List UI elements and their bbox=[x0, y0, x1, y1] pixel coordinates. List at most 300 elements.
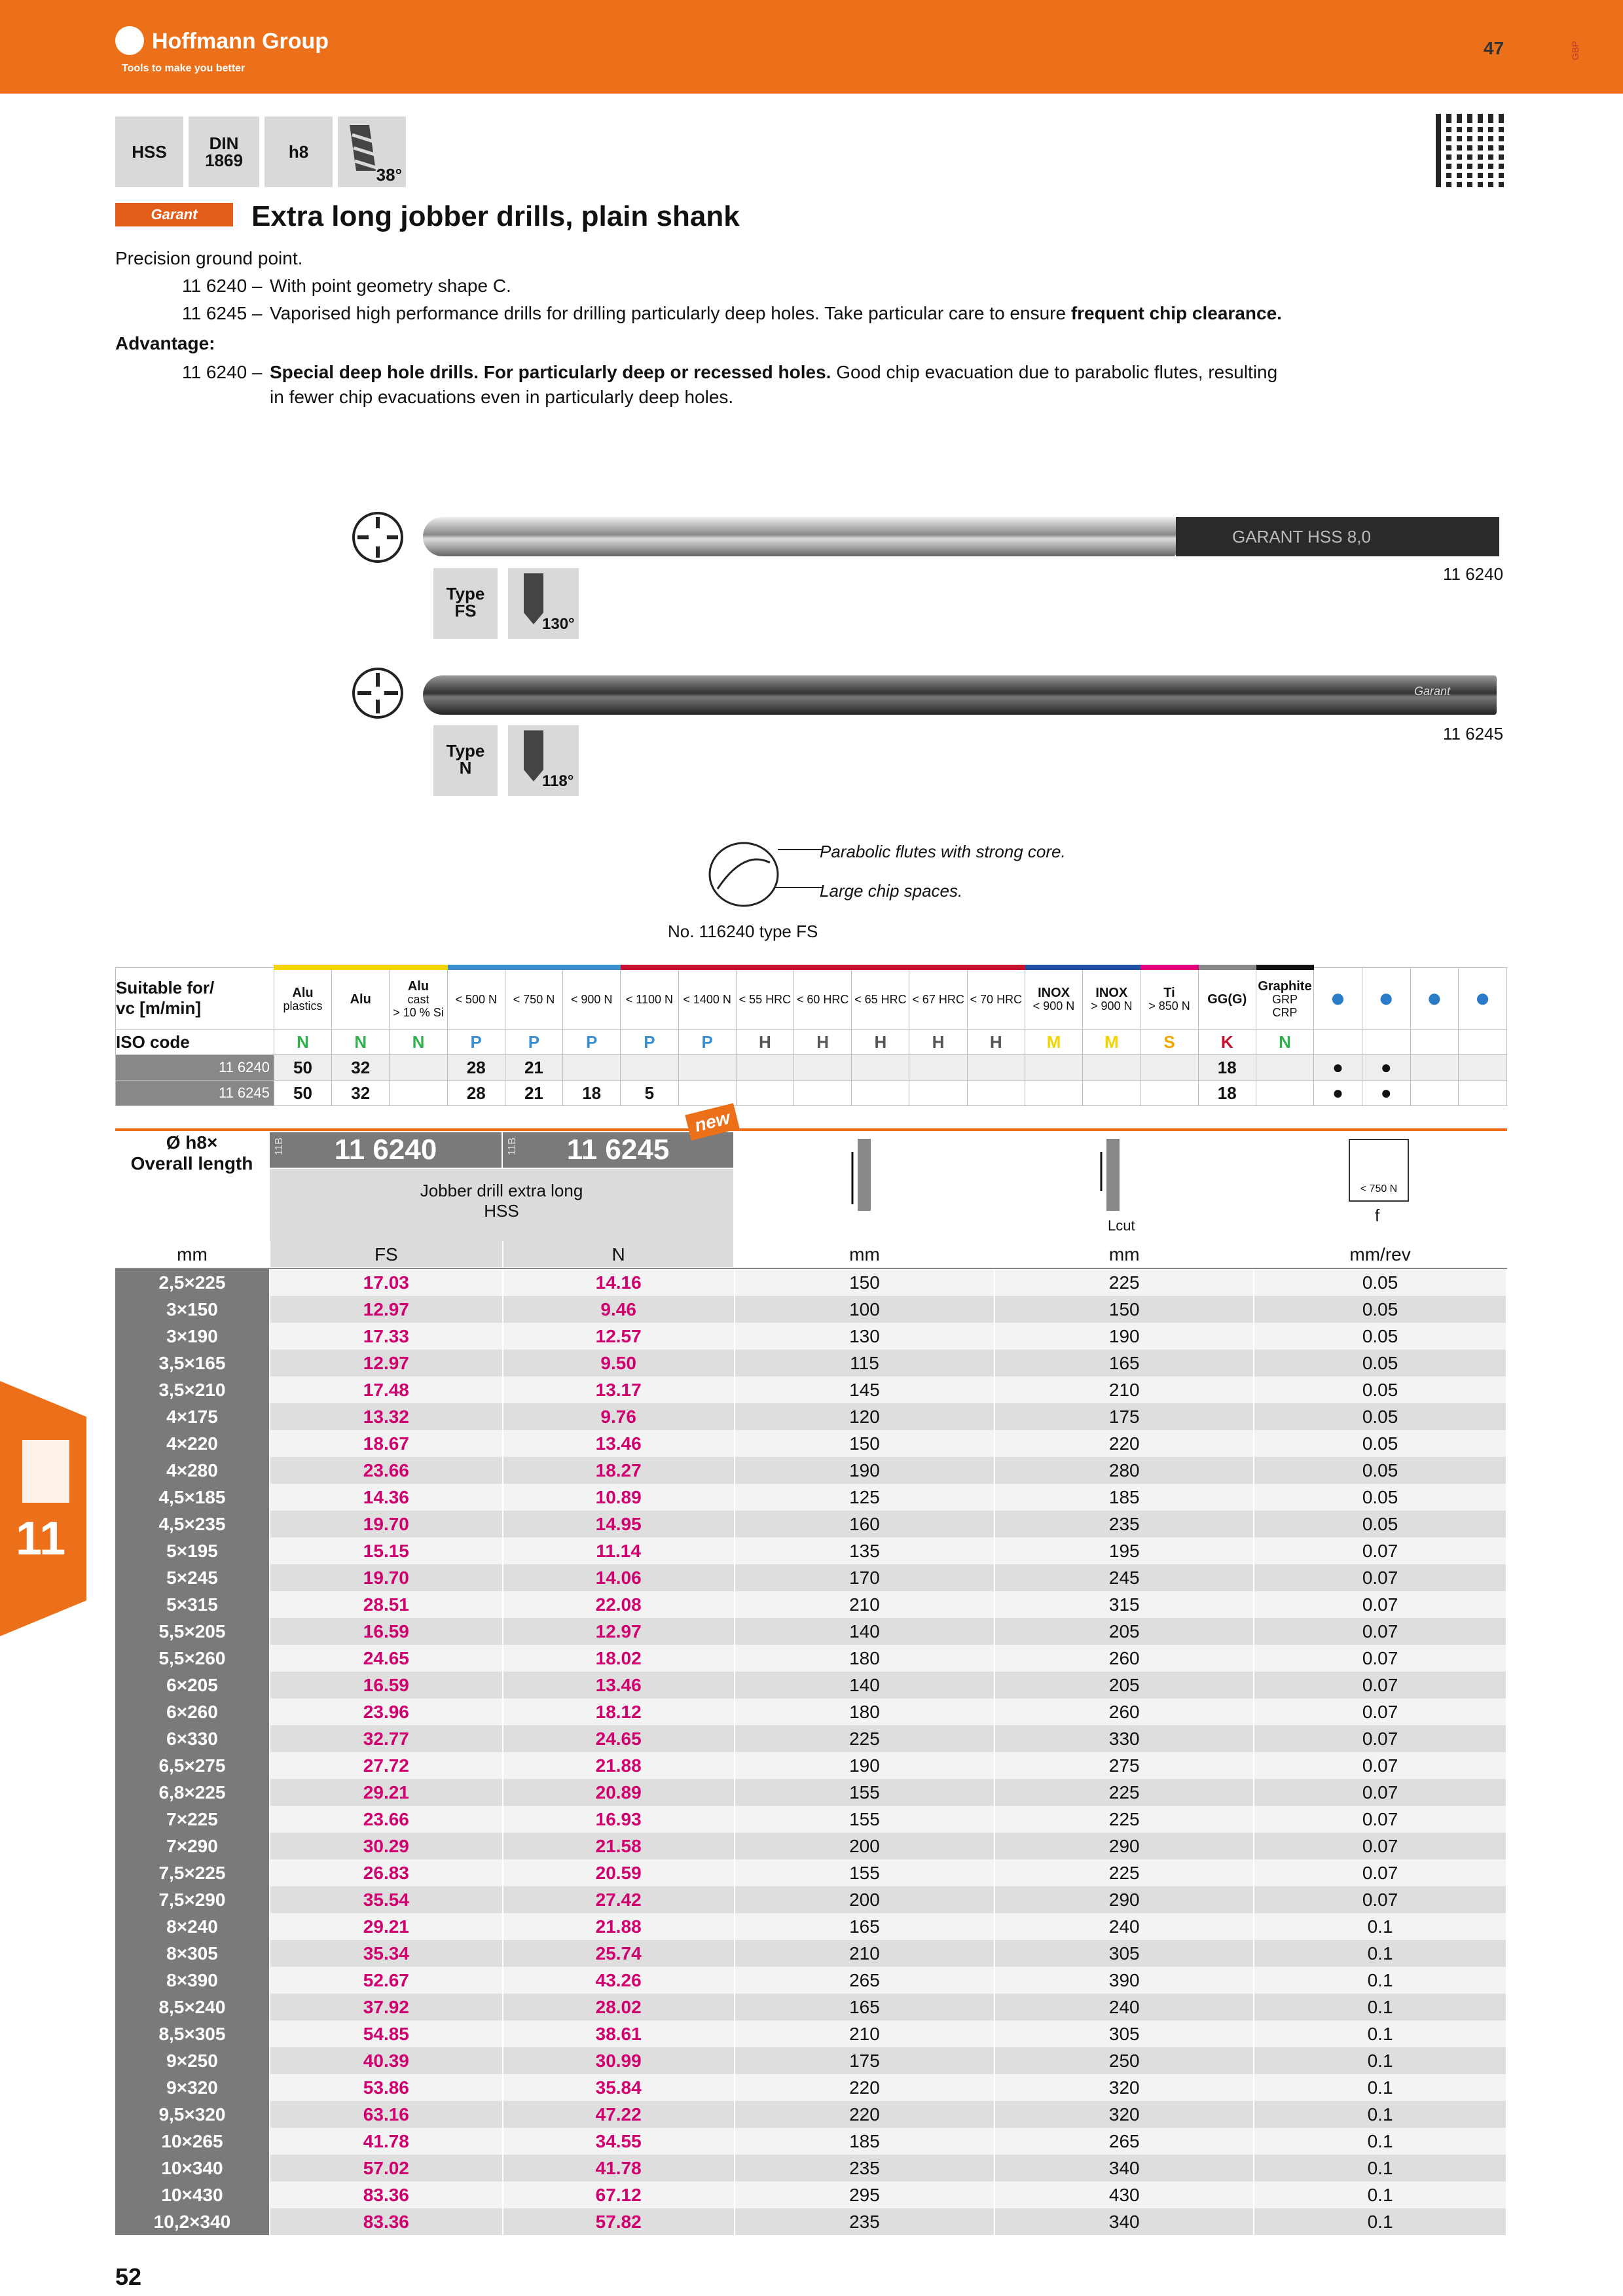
overall-length-cell: 320 bbox=[994, 2101, 1254, 2128]
flute-length-cell: 210 bbox=[735, 1940, 995, 1967]
price-fs-cell[interactable]: 23.66 bbox=[270, 1457, 503, 1484]
unit-label: mm bbox=[115, 1241, 270, 1268]
material-col-16 bbox=[1198, 967, 1256, 1030]
table-row bbox=[115, 1376, 1506, 1403]
feed-cell: 0.1 bbox=[1254, 2128, 1506, 2155]
price-fs-cell[interactable]: 19.70 bbox=[270, 1564, 503, 1591]
overall-length-cell: 175 bbox=[994, 1403, 1254, 1430]
iso-empty bbox=[1362, 1030, 1410, 1055]
flute-note-2: Large chip spaces. bbox=[820, 881, 963, 901]
dimension-cell: 10×430 bbox=[115, 2181, 270, 2208]
cutting-speed bbox=[1140, 1055, 1198, 1081]
iso-label: ISO code bbox=[116, 1030, 274, 1055]
material-sub: < 1100 N bbox=[625, 993, 674, 1006]
price-fs-cell[interactable]: 52.67 bbox=[270, 1967, 503, 1994]
suit-row bbox=[116, 1081, 1507, 1106]
price-n-cell[interactable]: 11.14 bbox=[503, 1537, 735, 1564]
cutting-speed bbox=[967, 1081, 1025, 1106]
cutting-speed bbox=[1256, 1081, 1313, 1106]
feed-cell: 0.1 bbox=[1254, 1913, 1506, 1940]
overall-length-cell: 290 bbox=[994, 1886, 1254, 1913]
feed-cell: 0.05 bbox=[1254, 1268, 1506, 1296]
feed-cell: 0.1 bbox=[1254, 2101, 1506, 2128]
dimension-cell: 3×190 bbox=[115, 1323, 270, 1350]
material-top: Alu bbox=[407, 979, 429, 994]
coolant-mark bbox=[1459, 1081, 1507, 1106]
cutting-speed: 50 bbox=[274, 1055, 331, 1081]
price-fs-cell[interactable]: 16.59 bbox=[270, 1672, 503, 1698]
flute-length-cell: 235 bbox=[735, 2208, 995, 2235]
overall-length-cell: 315 bbox=[994, 1591, 1254, 1618]
table-row bbox=[115, 2155, 1506, 2181]
price-n-cell[interactable]: 41.78 bbox=[503, 2155, 735, 2181]
brand-name: Hoffmann Group bbox=[152, 29, 329, 54]
dimension-cell: 5×245 bbox=[115, 1564, 270, 1591]
cutting-speed bbox=[1083, 1081, 1140, 1106]
feed-cell: 0.05 bbox=[1254, 1323, 1506, 1350]
cutting-speed bbox=[1083, 1055, 1140, 1081]
table-row bbox=[115, 1779, 1506, 1806]
cutting-speed bbox=[909, 1081, 967, 1106]
material-sub: < 900 N bbox=[570, 993, 613, 1006]
material-sub: < 900 N bbox=[1032, 999, 1075, 1013]
price-n-cell[interactable]: 18.12 bbox=[503, 1698, 735, 1725]
price-fs-cell[interactable]: 53.86 bbox=[270, 2074, 503, 2101]
coolant-mark bbox=[1410, 1055, 1459, 1081]
table-row bbox=[115, 1672, 1506, 1698]
angle-box-fs: 130° bbox=[508, 568, 579, 639]
flute-length-cell: 155 bbox=[735, 1779, 995, 1806]
suit-row-label: Suitable for/ vc [m/min] bbox=[116, 967, 274, 1030]
overall-length-cell: 290 bbox=[994, 1833, 1254, 1859]
price-n-cell[interactable]: 20.59 bbox=[503, 1859, 735, 1886]
dimension-cell: 9×250 bbox=[115, 2047, 270, 2074]
iso-code: P bbox=[563, 1030, 621, 1055]
iso-empty bbox=[1459, 1030, 1507, 1055]
price-fs-cell[interactable]: 16.59 bbox=[270, 1618, 503, 1645]
dimension-cell: 5×195 bbox=[115, 1537, 270, 1564]
spec-hss: HSS bbox=[115, 117, 183, 187]
dimension-cell: 7×225 bbox=[115, 1806, 270, 1833]
coolant-mark bbox=[1410, 1081, 1459, 1106]
coolant-mark: ● bbox=[1362, 1055, 1410, 1081]
dimension-cell: 9,5×320 bbox=[115, 2101, 270, 2128]
feed-cell: 0.05 bbox=[1254, 1511, 1506, 1537]
flute-length-cell: 190 bbox=[735, 1752, 995, 1779]
overall-length-cell: 150 bbox=[994, 1296, 1254, 1323]
table-row bbox=[115, 2208, 1506, 2235]
overall-length-cell: 185 bbox=[994, 1484, 1254, 1511]
new-badge: new bbox=[685, 1103, 739, 1140]
feed-cell: 0.1 bbox=[1254, 2155, 1506, 2181]
feed-cell: 0.1 bbox=[1254, 2181, 1506, 2208]
overall-length-cell: 190 bbox=[994, 1323, 1254, 1350]
table-row bbox=[115, 1484, 1506, 1511]
cutting-speed bbox=[621, 1055, 678, 1081]
material-col-12 bbox=[967, 967, 1025, 1030]
feed-cell: 0.07 bbox=[1254, 1725, 1506, 1752]
table-row bbox=[115, 1591, 1506, 1618]
cutting-speed: 32 bbox=[332, 1081, 390, 1106]
feed-cell: 0.05 bbox=[1254, 1376, 1506, 1403]
table-row bbox=[115, 1833, 1506, 1859]
cutting-speed bbox=[678, 1055, 736, 1081]
price-fs-cell[interactable]: 17.48 bbox=[270, 1376, 503, 1403]
flute-length-cell: 235 bbox=[735, 2155, 995, 2181]
table-row bbox=[115, 1323, 1506, 1350]
material-top: Graphite bbox=[1258, 979, 1312, 994]
overall-length-cell: 250 bbox=[994, 2047, 1254, 2074]
overall-length-cell: 235 bbox=[994, 1511, 1254, 1537]
flute-length-cell: 180 bbox=[735, 1645, 995, 1672]
dimension-cell: 6×330 bbox=[115, 1725, 270, 1752]
spec-helix-angle bbox=[338, 117, 406, 187]
price-n-cell[interactable]: 21.58 bbox=[503, 1833, 735, 1859]
unit-label: mm bbox=[994, 1241, 1254, 1268]
flute-length-cell: 265 bbox=[735, 1967, 995, 1994]
section-tab[interactable] bbox=[0, 1381, 86, 1636]
flute-length-cell: 210 bbox=[735, 2020, 995, 2047]
price-fs-cell[interactable]: 30.29 bbox=[270, 1833, 503, 1859]
iso-empty bbox=[1410, 1030, 1459, 1055]
price-fs-cell[interactable]: 27.72 bbox=[270, 1752, 503, 1779]
suit-code: 11 6245 bbox=[116, 1081, 274, 1106]
qr-code-pattern bbox=[1441, 119, 1504, 182]
table-row bbox=[115, 2074, 1506, 2101]
price-n-cell[interactable]: 18.27 bbox=[503, 1457, 735, 1484]
flute-length-cell: 165 bbox=[735, 1994, 995, 2020]
dimension-cell: 7,5×290 bbox=[115, 1886, 270, 1913]
material-sub: < 750 N bbox=[513, 993, 555, 1006]
dimension-cell: 10,2×340 bbox=[115, 2208, 270, 2235]
table-row bbox=[115, 1511, 1506, 1537]
feed-cell: 0.1 bbox=[1254, 2208, 1506, 2235]
material-col-2 bbox=[390, 967, 447, 1030]
price-n-cell[interactable]: 13.46 bbox=[503, 1430, 735, 1457]
advantage-text-2: in fewer chip evacuations even in particularly deep holes. bbox=[270, 387, 734, 407]
cross-section-n-icon bbox=[352, 668, 403, 719]
price-n-cell[interactable]: 28.02 bbox=[503, 1994, 735, 2020]
price-n-cell[interactable]: 30.99 bbox=[503, 2047, 735, 2074]
iso-code: P bbox=[621, 1030, 678, 1055]
price-fs-cell[interactable]: 40.39 bbox=[270, 2047, 503, 2074]
table-row bbox=[115, 1967, 1506, 1994]
price-n-cell[interactable]: 20.89 bbox=[503, 1779, 735, 1806]
note-code-1: 11 6240 – bbox=[182, 276, 263, 296]
price-n-cell[interactable]: 43.26 bbox=[503, 1967, 735, 1994]
price-n-cell[interactable]: 9.46 bbox=[503, 1296, 735, 1323]
table-row bbox=[115, 1698, 1506, 1725]
drill-price-table bbox=[115, 1241, 1507, 2235]
flute-length-cell: 200 bbox=[735, 1833, 995, 1859]
price-n-cell[interactable]: 24.65 bbox=[503, 1725, 735, 1752]
table-row bbox=[115, 1913, 1506, 1940]
coolant-mark bbox=[1459, 1055, 1507, 1081]
overall-length-cell: 305 bbox=[994, 2020, 1254, 2047]
cutting-speed: 21 bbox=[505, 1081, 562, 1106]
drill-section-icon bbox=[22, 1440, 69, 1503]
material-col-1 bbox=[332, 967, 390, 1030]
dimension-cell: 5,5×205 bbox=[115, 1618, 270, 1645]
overall-length-cell: 245 bbox=[994, 1564, 1254, 1591]
flute-length-cell: 175 bbox=[735, 2047, 995, 2074]
dimension-cell: 4×175 bbox=[115, 1403, 270, 1430]
dimension-cell: 8×240 bbox=[115, 1913, 270, 1940]
price-n-cell[interactable]: 67.12 bbox=[503, 2181, 735, 2208]
price-n-cell[interactable]: 14.95 bbox=[503, 1511, 735, 1537]
dimension-cell: 8,5×305 bbox=[115, 2020, 270, 2047]
feed-cell: 0.07 bbox=[1254, 1698, 1506, 1725]
price-fs-cell[interactable]: 63.16 bbox=[270, 2101, 503, 2128]
flute-length-cell: 170 bbox=[735, 1564, 995, 1591]
price-n-cell[interactable]: 25.74 bbox=[503, 1940, 735, 1967]
overall-length-cell: 340 bbox=[994, 2208, 1254, 2235]
cutting-speed bbox=[390, 1081, 447, 1106]
price-fs-cell[interactable]: 41.78 bbox=[270, 2128, 503, 2155]
table-row bbox=[115, 2101, 1506, 2128]
material-col-14 bbox=[1083, 967, 1140, 1030]
dimension-cell: 6×260 bbox=[115, 1698, 270, 1725]
type-n-box: Type N bbox=[433, 725, 498, 796]
price-fs-cell[interactable]: 23.96 bbox=[270, 1698, 503, 1725]
coolant-mark: ● bbox=[1362, 1081, 1410, 1106]
overall-length-cell: 330 bbox=[994, 1725, 1254, 1752]
price-fs-cell[interactable]: 12.97 bbox=[270, 1350, 503, 1376]
cutting-speed: 18 bbox=[1198, 1081, 1256, 1106]
feed-cell: 0.1 bbox=[1254, 1967, 1506, 1994]
flute-length-cell: 295 bbox=[735, 2181, 995, 2208]
price-n-cell[interactable]: 35.84 bbox=[503, 2074, 735, 2101]
price-fs-cell[interactable]: 23.66 bbox=[270, 1806, 503, 1833]
helix-angle-value: 38° bbox=[376, 165, 402, 185]
dimension-cell: 8×305 bbox=[115, 1940, 270, 1967]
table-row bbox=[115, 1403, 1506, 1430]
price-fs-cell[interactable]: 13.32 bbox=[270, 1403, 503, 1430]
material-col-9 bbox=[793, 967, 851, 1030]
dimension-cell: 8×390 bbox=[115, 1967, 270, 1994]
price-n-cell[interactable]: 14.06 bbox=[503, 1564, 735, 1591]
price-fs-cell[interactable]: 35.34 bbox=[270, 1940, 503, 1967]
table-row bbox=[115, 1564, 1506, 1591]
price-fs-cell[interactable]: 37.92 bbox=[270, 1994, 503, 2020]
iso-code: H bbox=[793, 1030, 851, 1055]
note-text-2: Vaporised high performance drills for drilling particularly deep holes. Take particular care to ensure frequent chip clearance. bbox=[270, 303, 1282, 323]
dimension-cell: 9×320 bbox=[115, 2074, 270, 2101]
cutting-speed bbox=[967, 1055, 1025, 1081]
price-fs-cell[interactable]: 24.65 bbox=[270, 1645, 503, 1672]
table-row bbox=[115, 1350, 1506, 1376]
price-n-cell[interactable]: 22.08 bbox=[503, 1591, 735, 1618]
price-fs-cell[interactable]: 12.97 bbox=[270, 1296, 503, 1323]
material-sub: < 67 HRC bbox=[912, 993, 964, 1006]
material-sub: < 1400 N bbox=[683, 993, 731, 1006]
coolant-drop-icon: ● bbox=[1362, 967, 1410, 1030]
price-fs-cell[interactable]: 35.54 bbox=[270, 1886, 503, 1913]
material-col-17 bbox=[1256, 967, 1313, 1030]
table-row bbox=[115, 1457, 1506, 1484]
overall-length-cell: 165 bbox=[994, 1350, 1254, 1376]
price-fs-cell[interactable]: 19.70 bbox=[270, 1511, 503, 1537]
flute-length-cell: 190 bbox=[735, 1457, 995, 1484]
overall-length-cell: 390 bbox=[994, 1967, 1254, 1994]
cutting-speed bbox=[1025, 1055, 1082, 1081]
price-n-cell[interactable]: 12.57 bbox=[503, 1323, 735, 1350]
iso-code: H bbox=[967, 1030, 1025, 1055]
feed-cell: 0.07 bbox=[1254, 1833, 1506, 1859]
iso-code: H bbox=[909, 1030, 967, 1055]
cutting-speed: 21 bbox=[505, 1055, 562, 1081]
flute-length-cell: 140 bbox=[735, 1618, 995, 1645]
material-sub: < 60 HRC bbox=[796, 993, 849, 1006]
advantage-text: Special deep hole drills. For particularly deep or recessed holes. Good chip evacuation due to parabolic flutes, resulting bbox=[270, 362, 1278, 382]
feed-cell: 0.07 bbox=[1254, 1618, 1506, 1645]
material-top: GG(G) bbox=[1207, 992, 1247, 1007]
page-number-top: 47 bbox=[1484, 38, 1504, 58]
price-n-cell[interactable]: 10.89 bbox=[503, 1484, 735, 1511]
price-n-cell[interactable]: 13.46 bbox=[503, 1672, 735, 1698]
cutting-speed: 18 bbox=[1198, 1055, 1256, 1081]
dimension-cell: 6,5×275 bbox=[115, 1752, 270, 1779]
table-row bbox=[115, 2181, 1506, 2208]
coolant-oil-icon: ● bbox=[1314, 967, 1362, 1030]
feed-cell: 0.05 bbox=[1254, 1484, 1506, 1511]
price-n-cell[interactable]: 34.55 bbox=[503, 2128, 735, 2155]
unit-label: N bbox=[503, 1241, 735, 1268]
price-n-cell[interactable]: 9.50 bbox=[503, 1350, 735, 1376]
overall-length-cell: 265 bbox=[994, 2128, 1254, 2155]
price-n-cell[interactable]: 14.16 bbox=[503, 1268, 735, 1296]
section-tab-number: 11 bbox=[16, 1513, 66, 1565]
dimension-cell: 7,5×225 bbox=[115, 1859, 270, 1886]
brand-tagline: Tools to make you better bbox=[122, 63, 246, 74]
cutting-speed: 28 bbox=[447, 1055, 505, 1081]
material-sub: GRP CRP bbox=[1271, 993, 1298, 1019]
iso-row bbox=[116, 1030, 1507, 1055]
iso-code: H bbox=[852, 1030, 909, 1055]
feed-cell: 0.05 bbox=[1254, 1457, 1506, 1484]
table-row bbox=[115, 1537, 1506, 1564]
cross-section-fs-icon bbox=[352, 512, 403, 563]
price-fs-cell[interactable]: 14.36 bbox=[270, 1484, 503, 1511]
drill-shank-fs: GARANT HSS 8,0 bbox=[1176, 517, 1499, 556]
price-fs-cell[interactable]: 32.77 bbox=[270, 1725, 503, 1752]
feed-cell: 0.07 bbox=[1254, 1672, 1506, 1698]
price-fs-cell[interactable]: 28.51 bbox=[270, 1591, 503, 1618]
cutting-speed bbox=[678, 1081, 736, 1106]
price-fs-cell[interactable]: 15.15 bbox=[270, 1537, 503, 1564]
cutting-speed bbox=[736, 1055, 793, 1081]
price-n-cell[interactable]: 47.22 bbox=[503, 2101, 735, 2128]
price-fs-cell[interactable]: 26.83 bbox=[270, 1859, 503, 1886]
units-row bbox=[115, 1241, 1506, 1268]
price-n-cell[interactable]: 13.17 bbox=[503, 1376, 735, 1403]
dimension-cell: 7×290 bbox=[115, 1833, 270, 1859]
coolant-spray-icon: ● bbox=[1410, 967, 1459, 1030]
price-n-cell[interactable]: 12.97 bbox=[503, 1618, 735, 1645]
drill-helix-icon bbox=[343, 122, 382, 174]
overall-length-cell: 225 bbox=[994, 1779, 1254, 1806]
price-fs-cell[interactable]: 17.03 bbox=[270, 1268, 503, 1296]
price-n-cell[interactable]: 21.88 bbox=[503, 1752, 735, 1779]
price-n-cell[interactable]: 9.76 bbox=[503, 1403, 735, 1430]
unit-label: mm bbox=[735, 1241, 995, 1268]
price-n-cell[interactable]: 21.88 bbox=[503, 1913, 735, 1940]
iso-code: P bbox=[678, 1030, 736, 1055]
price-fs-cell[interactable]: 83.36 bbox=[270, 2181, 503, 2208]
cutting-speed: 18 bbox=[563, 1081, 621, 1106]
advantage-label: Advantage: bbox=[115, 333, 215, 353]
material-sub: cast > 10 % Si bbox=[393, 993, 444, 1019]
material-col-11 bbox=[909, 967, 967, 1030]
overall-length-cell: 240 bbox=[994, 1913, 1254, 1940]
lcut-label: Lcut bbox=[1108, 1217, 1135, 1234]
table-row bbox=[115, 2047, 1506, 2074]
table-row bbox=[115, 1645, 1506, 1672]
feed-cell: 0.05 bbox=[1254, 1296, 1506, 1323]
angle-box-n: 118° bbox=[508, 725, 579, 796]
price-n-cell[interactable]: 57.82 bbox=[503, 2208, 735, 2235]
flute-length-cell: 185 bbox=[735, 2128, 995, 2155]
overall-length-cell: 225 bbox=[994, 1268, 1254, 1296]
feed-cell: 0.07 bbox=[1254, 1591, 1506, 1618]
dimension-cell: 6×205 bbox=[115, 1672, 270, 1698]
unit-label: mm/rev bbox=[1254, 1241, 1506, 1268]
col-header-116245: 11 6245 bbox=[503, 1132, 733, 1168]
price-fs-cell[interactable]: 57.02 bbox=[270, 2155, 503, 2181]
overall-length-cell: 305 bbox=[994, 1940, 1254, 1967]
flute-length-cell: 220 bbox=[735, 2074, 995, 2101]
table-row bbox=[115, 1859, 1506, 1886]
price-n-cell[interactable]: 38.61 bbox=[503, 2020, 735, 2047]
cutting-speed bbox=[390, 1055, 447, 1081]
cutting-speed bbox=[736, 1081, 793, 1106]
flute-length-cell: 200 bbox=[735, 1886, 995, 1913]
material-sub: < 55 HRC bbox=[739, 993, 792, 1006]
coolant-mark: ● bbox=[1314, 1055, 1362, 1081]
group-code-2: 11B bbox=[507, 1138, 518, 1156]
material-col-0 bbox=[274, 967, 331, 1030]
drill-code-fs: 11 6240 bbox=[1443, 564, 1504, 584]
material-sub: > 900 N bbox=[1091, 999, 1133, 1013]
spec-din: DIN 1869 bbox=[189, 117, 259, 187]
dimension-cell: 4×280 bbox=[115, 1457, 270, 1484]
price-fs-cell[interactable]: 54.85 bbox=[270, 2020, 503, 2047]
material-col-7 bbox=[678, 967, 736, 1030]
price-n-cell[interactable]: 16.93 bbox=[503, 1806, 735, 1833]
price-fs-cell[interactable]: 29.21 bbox=[270, 1779, 503, 1806]
material-col-10 bbox=[852, 967, 909, 1030]
feed-cell: 0.07 bbox=[1254, 1564, 1506, 1591]
table-row bbox=[115, 1886, 1506, 1913]
flute-length-cell: 115 bbox=[735, 1350, 995, 1376]
price-n-cell[interactable]: 27.42 bbox=[503, 1886, 735, 1913]
material-sub: < 70 HRC bbox=[970, 993, 1023, 1006]
overall-length-cell: 205 bbox=[994, 1618, 1254, 1645]
drill-shank-n-text: Garant bbox=[1414, 685, 1451, 698]
price-fs-cell[interactable]: 83.36 bbox=[270, 2208, 503, 2235]
material-col-13 bbox=[1025, 967, 1082, 1030]
dimension-cell: 3,5×165 bbox=[115, 1350, 270, 1376]
cutting-speed bbox=[909, 1055, 967, 1081]
price-fs-cell[interactable]: 17.33 bbox=[270, 1323, 503, 1350]
price-fs-cell[interactable]: 18.67 bbox=[270, 1430, 503, 1457]
price-fs-cell[interactable]: 29.21 bbox=[270, 1913, 503, 1940]
flute-length-cell: 130 bbox=[735, 1323, 995, 1350]
price-n-cell[interactable]: 18.02 bbox=[503, 1645, 735, 1672]
overall-length-cell: 210 bbox=[994, 1376, 1254, 1403]
flute-length-cell: 150 bbox=[735, 1430, 995, 1457]
table-divider bbox=[115, 1128, 1507, 1131]
